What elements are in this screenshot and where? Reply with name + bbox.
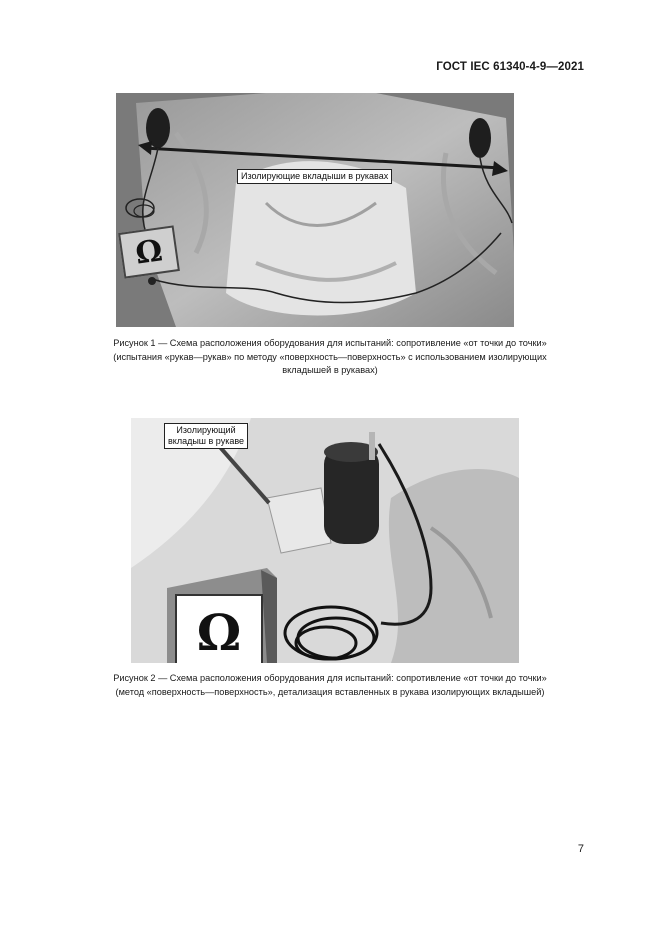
callout-line: Изолирующий	[176, 425, 236, 435]
ohmmeter-box: Ω	[118, 225, 180, 278]
caption-line: (испытания «рукав—рукав» по методу «поверхность—поверхность» с использованием изолирующих	[113, 351, 547, 362]
figure-2-caption	[60, 672, 600, 699]
callout-line: вкладыш в рукаве	[168, 436, 245, 446]
figure-2-photo	[131, 418, 519, 663]
figure-1-caption	[60, 337, 600, 378]
figure-1-photo	[116, 93, 514, 327]
figure-1-illustration	[116, 93, 514, 327]
caption-line: вкладышей в рукавах)	[282, 365, 378, 375]
page-number: 7	[577, 843, 584, 855]
electrode-right	[469, 118, 491, 158]
caption-line: Рисунок 2 — Схема расположения оборудования для испытаний: сопротивление «от точки до точки»	[113, 673, 547, 683]
figure-2-callout	[164, 423, 248, 449]
ohmmeter-box: Ω	[175, 594, 263, 663]
caption-line: (метод «поверхность—поверхность», детализация вставленных в рукава изолирующих вкладышей)	[115, 686, 545, 697]
figure-1-callout: Изолирующие вкладыши в рукавах	[237, 169, 392, 184]
caption-line: Рисунок 1 — Схема расположения оборудования для испытаний: сопротивление «от точки до точки»	[113, 338, 547, 348]
document-header: ГОСТ IEC 61340-4-9—2021	[436, 61, 584, 73]
